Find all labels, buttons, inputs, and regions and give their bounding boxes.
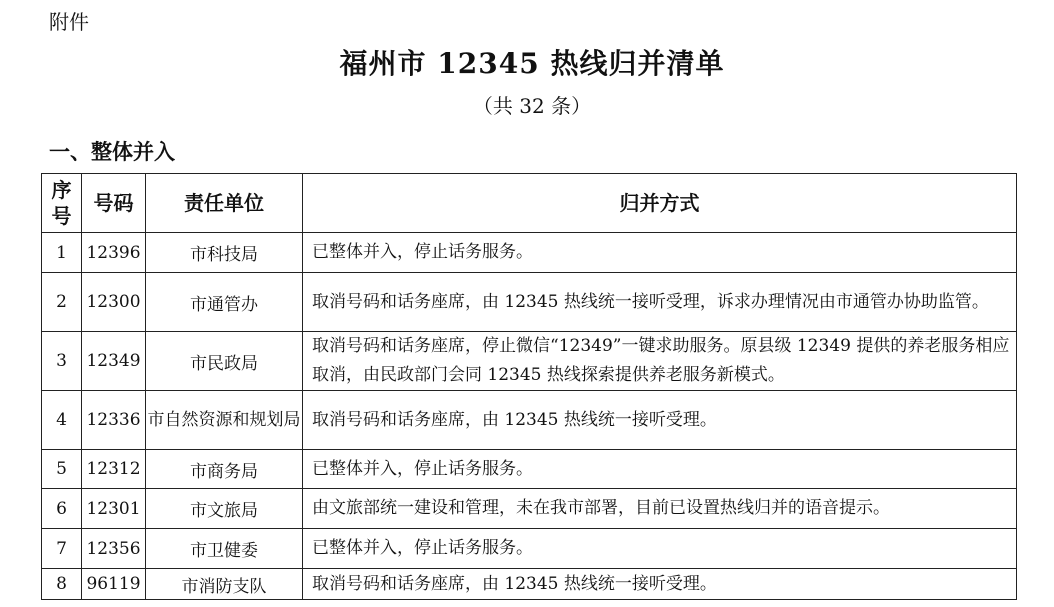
hotline-table: [41, 173, 1017, 600]
cell-method: 取消号码和话务座席，停止微信“12349”一键求助服务。原县级 12349 提供的养老服务相应取消，由民政部门会同 12345 热线探索提供养老服务新模式。: [303, 332, 1017, 391]
table-header-row: [42, 174, 1017, 233]
cell-unit: 市文旅局: [146, 489, 303, 529]
cell-unit: 市科技局: [146, 233, 303, 273]
cell-seq: 8: [42, 569, 82, 600]
cell-number: 12312: [82, 450, 146, 489]
cell-unit: 市自然资源和规划局: [146, 391, 303, 450]
header-unit: 责任单位: [146, 174, 303, 233]
cell-number: 12349: [82, 332, 146, 391]
header-method: 归并方式: [303, 174, 1017, 233]
cell-method: 已整体并入，停止话务服务。: [303, 529, 1017, 569]
document-subtitle: （共 32 条）: [472, 94, 592, 118]
cell-method: 取消号码和话务座席，由 12345 热线统一接听受理。: [303, 569, 1017, 600]
cell-unit: 市卫健委: [146, 529, 303, 569]
table-row: [42, 273, 1017, 332]
table-row: [42, 332, 1017, 391]
attachment-label: 附件: [49, 10, 89, 34]
header-number: 号码: [82, 174, 146, 233]
cell-method: 已整体并入，停止话务服务。: [303, 233, 1017, 273]
table-row: [42, 391, 1017, 450]
cell-number: 12300: [82, 273, 146, 332]
section-heading: 一、整体并入: [49, 140, 175, 164]
cell-unit: 市通管办: [146, 273, 303, 332]
cell-method: 取消号码和话务座席，由 12345 热线统一接听受理，诉求办理情况由市通管办协助监管。: [303, 273, 1017, 332]
cell-seq: 6: [42, 489, 82, 529]
document-title: 福州市 12345 热线归并清单: [339, 47, 725, 80]
cell-seq: 2: [42, 273, 82, 332]
cell-seq: 4: [42, 391, 82, 450]
cell-number: 12396: [82, 233, 146, 273]
cell-number: 12301: [82, 489, 146, 529]
cell-number: 12336: [82, 391, 146, 450]
cell-number: 12356: [82, 529, 146, 569]
cell-method: 取消号码和话务座席，由 12345 热线统一接听受理。: [303, 391, 1017, 450]
cell-method: 由文旅部统一建设和管理，未在我市部署，目前已设置热线归并的语音提示。: [303, 489, 1017, 529]
header-seq: 序号: [42, 174, 82, 233]
table-row: [42, 489, 1017, 529]
table-row: [42, 529, 1017, 569]
cell-seq: 1: [42, 233, 82, 273]
table-row: [42, 233, 1017, 273]
cell-seq: 3: [42, 332, 82, 391]
cell-seq: 7: [42, 529, 82, 569]
table-row: [42, 569, 1017, 600]
table-row: [42, 450, 1017, 489]
cell-method: 已整体并入，停止话务服务。: [303, 450, 1017, 489]
cell-unit: 市民政局: [146, 332, 303, 391]
cell-seq: 5: [42, 450, 82, 489]
cell-unit: 市商务局: [146, 450, 303, 489]
cell-unit: 市消防支队: [146, 569, 303, 600]
cell-number: 96119: [82, 569, 146, 600]
